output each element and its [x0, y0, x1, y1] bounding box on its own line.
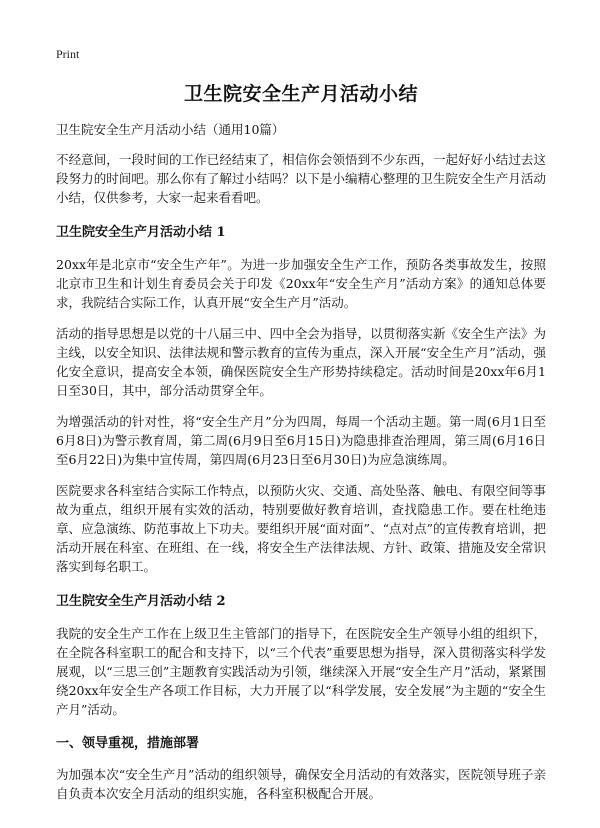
section1-paragraph: 20xx年是北京市“安全生产年”。为进一步加强安全生产工作，预防各类事故发生，按照北京市卫生和计划生育委员会关于印发《20xx年“安全生产月”活动方案》的通知总体要求，我院结合实际工作，认真开展“安全生产月”活动。 — [56, 257, 546, 310]
section-heading-1: 卫生院安全生产月活动小结 1 — [56, 225, 226, 240]
document-subtitle: 卫生院安全生产月活动小结（通用10篇） — [56, 122, 285, 137]
section1-paragraph: 医院要求各科室结合实际工作特点，以预防火灾、交通、高处坠落、触电、有限空间等事故为重点，组织开展有实效的活动，特别要做好教育培训，查找隐患工作。要在杜绝违章、应急演练、防范事故上下功夫。要组织开展“面对面”、“点对点”的宣传教育培训，把活动开展在科室、在班组、在一线，将安全生产法律法规、方针、政策、措施及安全常识落实到每名职工。 — [56, 483, 546, 574]
section1-paragraph: 活动的指导思想是以党的十八届三中、四中全会为指导，以贯彻落实新《安全生产法》为主线，以安全知识、法律法规和警示教育的宣传为重点，深入开展“安全生产月”活动，强化安全意识，提高安全本领，确保医院安全生产形势持续稳定。活动时间是20xx年6月1日至30日，其中，部分活动贯穿全年。 — [56, 326, 546, 398]
intro-paragraph: 不经意间，一段时间的工作已经结束了，相信你会领悟到不少东西，一起好好小结过去这段努力的时间吧。那么你有了解过小结吗？以下是小编精心整理的卫生院安全生产月活动小结，仅供参考，大家一起来看看吧。 — [56, 152, 546, 205]
document-body — [56, 80, 546, 815]
section-heading-2: 卫生院安全生产月活动小结 2 — [56, 594, 226, 609]
print-link[interactable]: Print — [56, 47, 80, 61]
section2-paragraph: 我院的安全生产工作在上级卫生主管部门的指导下，在医院安全生产领导小组的组织下，在全院各科室职工的配合和支持下，以“三个代表”重要思想为指导，深入贯彻落实科学发展观，以“三思三创”主题教育实践活动为引领，继续深入开展“安全生产月”活动，紧紧围绕20xx年安全生产各项工作目标，大力开展了以“科学发展，安全发展”为主题的“安全生产月”活动。 — [56, 626, 546, 717]
page-title: 卫生院安全生产月活动小结 — [183, 83, 418, 105]
subsection-heading: 一、领导重视，措施部署 — [56, 736, 200, 751]
section1-paragraph: 为增强活动的针对性，将“安全生产月”分为四周，每周一个活动主题。第一周(6月1日至6月8日)为警示教育周，第二周(6月9日至6月15日)为隐患排查治理周，第三周(6月16日至6月22日)为集中宣传周，第四周(6月23日至6月30日)为应急演练周。 — [56, 414, 546, 467]
subsection-paragraph: 为加强本次“安全生产月”活动的组织领导，确保安全月活动的有效落实，医院领导班子亲自负责本次安全月活动的组织实施，各科室积极配合开展。 — [56, 767, 546, 801]
